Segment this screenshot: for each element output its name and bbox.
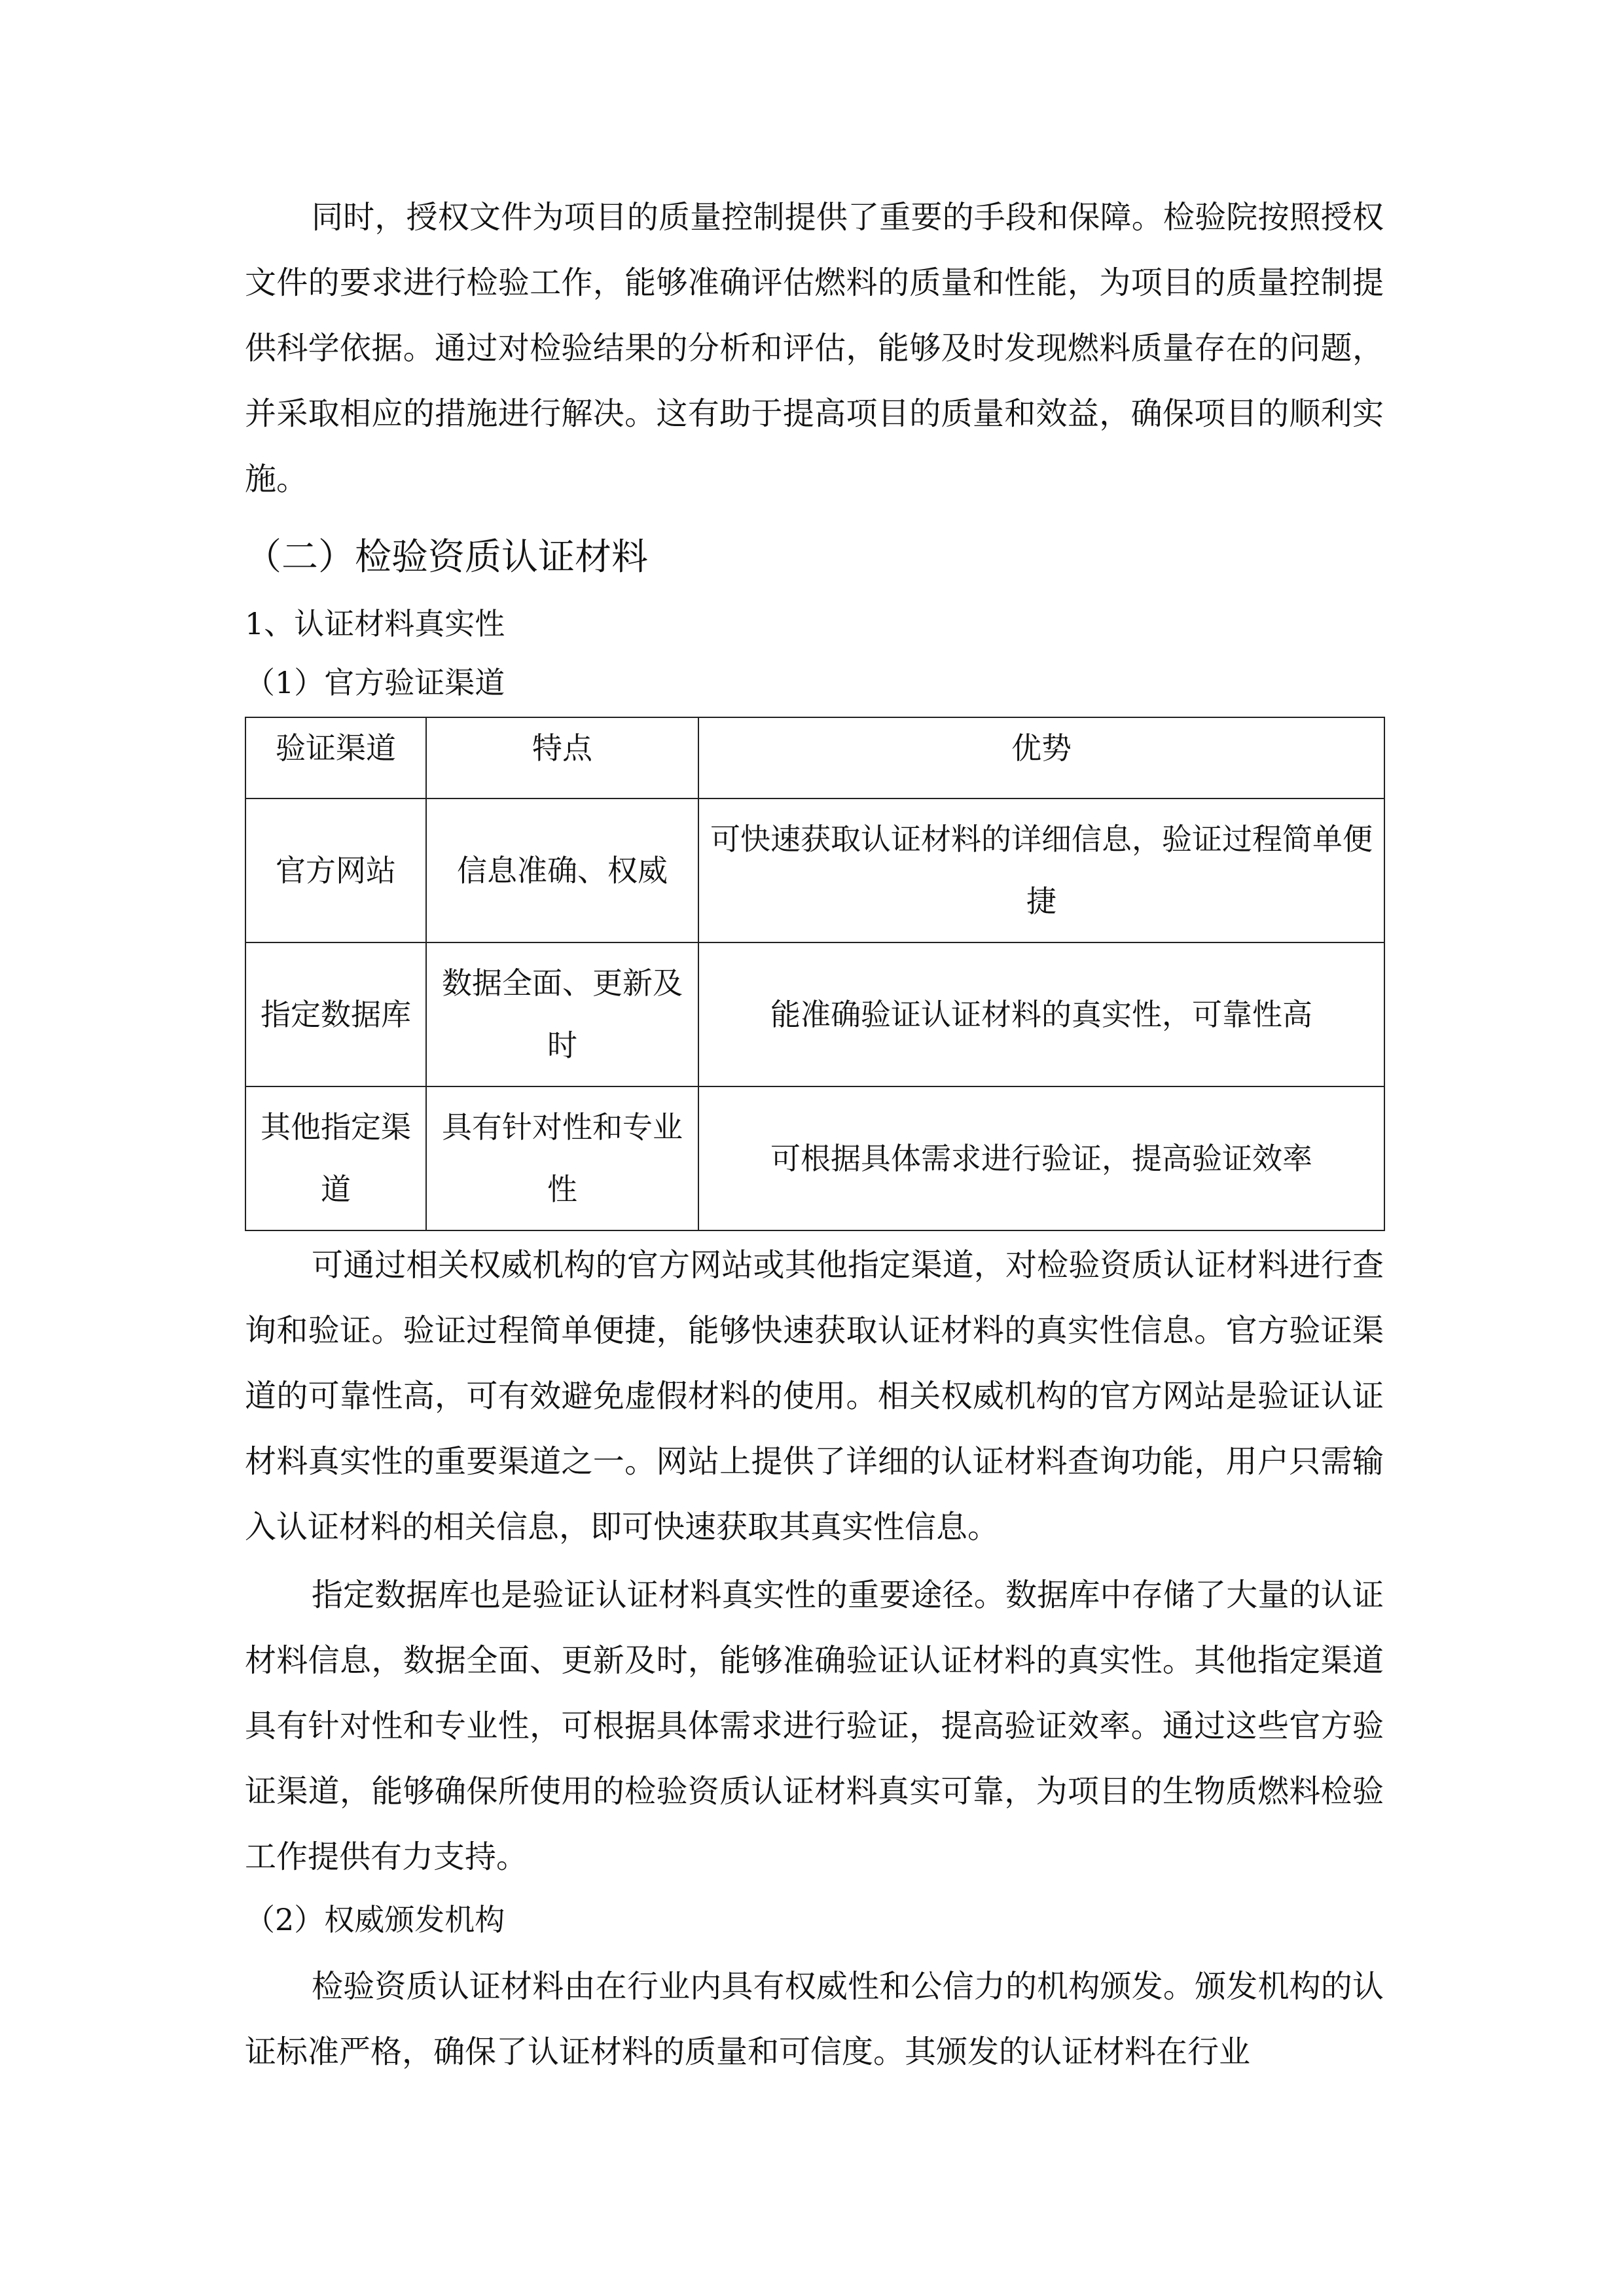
- table-header-row: [245, 717, 1384, 798]
- table-header-cell: 验证渠道: [245, 717, 426, 798]
- verification-channels-table: [245, 717, 1385, 1231]
- table-row: [245, 798, 1384, 942]
- paragraph-quality-control: 同时，授权文件为项目的质量控制提供了重要的手段和保障。检验院按照授权文件的要求进行检验工作，能够准确评估燃料的质量和性能，为项目的质量控制提供科学依据。通过对检验结果的分析和评估，能够及时发现燃料质量存在的问题，并采取相应的措施进行解决。这有助于提高项目的质量和效益，确保项目的顺利实施。: [245, 199, 1384, 497]
- subsection-heading: 1、认证材料真实性: [245, 606, 505, 641]
- table-row: [245, 1086, 1384, 1230]
- paragraph-official-channels: 可通过相关权威机构的官方网站或其他指定渠道，对检验资质认证材料进行查询和验证。验证过程简单便捷，能够快速获取认证材料的真实性信息。官方验证渠道的可靠性高，可有效避免虚假材料的使用。相关权威机构的官方网站是验证认证材料真实性的重要渠道之一。网站上提供了详细的认证材料查询功能，用户只需输入认证材料的相关信息，即可快速获取其真实性信息。: [245, 1247, 1384, 1545]
- table-cell: 信息准确、权威: [426, 798, 698, 942]
- paragraph-designated-database: 指定数据库也是验证认证材料真实性的重要途径。数据库中存储了大量的认证材料信息，数据全面、更新及时，能够准确验证认证材料的真实性。其他指定渠道具有针对性和专业性，可根据具体需求进行验证，提高验证效率。通过这些官方验证渠道，能够确保所使用的检验资质认证材料真实可靠，为项目的生物质燃料检验工作提供有力支持。: [245, 1577, 1384, 1875]
- table-cell: 数据全面、更新及时: [426, 942, 698, 1086]
- table-cell: 可快速获取认证材料的详细信息，验证过程简单便捷: [698, 798, 1384, 942]
- item-heading-issuing-authority: （2）权威颁发机构: [245, 1902, 505, 1937]
- table-cell: 可根据具体需求进行验证，提高验证效率: [698, 1086, 1384, 1230]
- table-cell: 指定数据库: [245, 942, 426, 1086]
- table-cell: 官方网站: [245, 798, 426, 942]
- section-heading: （二）检验资质认证材料: [245, 536, 648, 579]
- table-cell: 具有针对性和专业性: [426, 1086, 698, 1230]
- item-heading-official-channels: （1）官方验证渠道: [245, 665, 505, 700]
- table-header-cell: 特点: [426, 717, 698, 798]
- table-row: [245, 942, 1384, 1086]
- table-cell: 能准确验证认证材料的真实性，可靠性高: [698, 942, 1384, 1086]
- table-header-cell: 优势: [698, 717, 1384, 798]
- table-cell: 其他指定渠道: [245, 1086, 426, 1230]
- paragraph-issuing-authority: 检验资质认证材料由在行业内具有权威性和公信力的机构颁发。颁发机构的认证标准严格，确保了认证材料的质量和可信度。其颁发的认证材料在行业: [245, 1968, 1384, 2070]
